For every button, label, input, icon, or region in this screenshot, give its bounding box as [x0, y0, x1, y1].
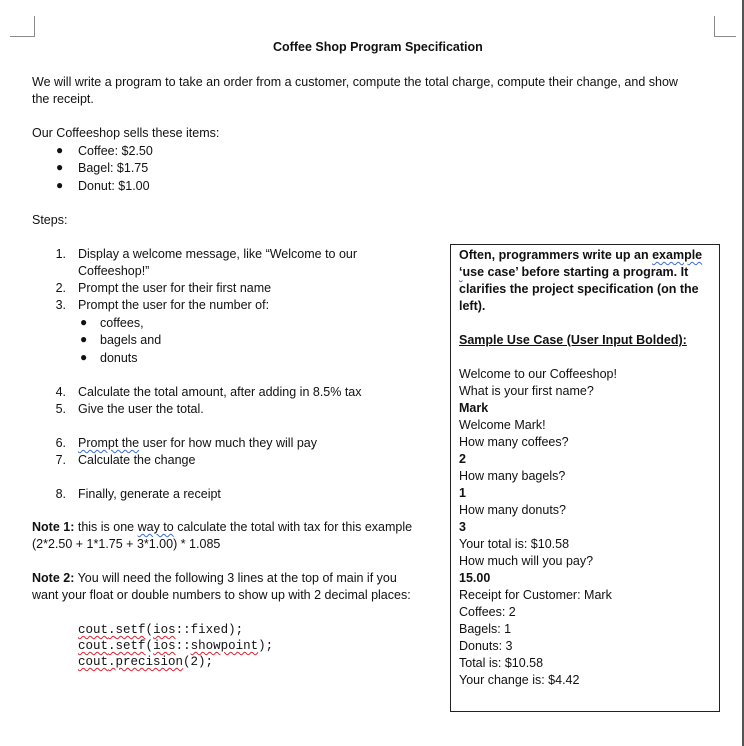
step-number: 6.	[55, 436, 66, 450]
step-number: 8.	[55, 487, 66, 501]
program-output-line: How much will you pay?	[459, 554, 594, 568]
note-1-text-c: calculate the total with tax for this example	[173, 520, 413, 534]
note-2-line-2: want your float or double numbers to show up with 2 decimal places:	[32, 588, 411, 602]
code-token: ios	[153, 623, 176, 637]
user-input-line: 15.00	[459, 571, 491, 585]
program-output-line: How many coffees?	[459, 435, 569, 449]
code-token: precision	[115, 655, 184, 669]
box-intro-text: Often, programmers write up an	[459, 248, 653, 262]
sub-item: donuts	[100, 351, 138, 365]
program-output-line: How many donuts?	[459, 503, 567, 517]
crop-mark-top-left-h	[10, 36, 34, 37]
sample-heading: Sample Use Case (User Input Bolded):	[459, 333, 687, 347]
items-heading: Our Coffeeshop sells these items:	[32, 126, 220, 140]
note-2-text: You will need the following 3 lines at the top of main if you	[74, 571, 397, 585]
note-1-underlined: way to	[137, 520, 174, 534]
box-intro-line-3: clarifies the project specification (on the	[459, 282, 699, 296]
user-input-line: Mark	[459, 401, 489, 415]
step-1-line-2: Coffeeshop!”	[78, 264, 150, 278]
step-6-rest: user for how much they will pay	[139, 436, 317, 450]
code-line-2	[78, 638, 273, 655]
sub-item: coffees,	[100, 316, 144, 330]
step-number: 3.	[55, 298, 66, 312]
program-output-line: Receipt for Customer: Mark	[459, 588, 612, 602]
code-token: .	[108, 639, 116, 653]
code-token: ::	[175, 639, 191, 653]
note-1-line-1	[32, 519, 412, 536]
box-intro-line-2	[459, 264, 688, 281]
program-output-line: Bagels: 1	[459, 622, 512, 636]
note-2-line-1	[32, 570, 397, 587]
step-8: Finally, generate a receipt	[78, 487, 221, 501]
crop-mark-top-right-h	[714, 36, 736, 37]
sub-item: bagels and	[100, 333, 162, 347]
step-6-underlined: Prompt the	[78, 436, 140, 450]
code-token: .	[108, 655, 116, 669]
intro-line-1: We will write a program to take an order from a customer, compute the total charge, compute their change, and show	[32, 75, 678, 89]
code-token: .	[108, 623, 116, 637]
bullet-icon: ●	[56, 178, 64, 192]
user-input-line: 1	[459, 486, 466, 500]
program-output-line: Your total is: $10.58	[459, 537, 570, 551]
program-output-line: Coffees: 2	[459, 605, 516, 619]
code-token: showpoint	[190, 639, 259, 653]
box-intro-text: use case’ before starting a program. It	[462, 265, 689, 279]
bullet-icon: ●	[56, 160, 64, 174]
step-number: 2.	[55, 281, 66, 295]
program-output-line: What is your first name?	[459, 384, 594, 398]
list-item: Bagel: $1.75	[78, 161, 149, 175]
code-token: cout	[78, 639, 109, 653]
code-token: setf	[115, 623, 146, 637]
crop-mark-top-right-v	[714, 16, 715, 37]
user-input-line: 3	[459, 520, 466, 534]
step-4: Calculate the total amount, after adding in 8.5% tax	[78, 385, 362, 399]
step-5: Give the user the total.	[78, 402, 204, 416]
program-output-line: Your change is: $4.42	[459, 673, 580, 687]
step-2: Prompt the user for their first name	[78, 281, 272, 295]
code-token: (	[145, 623, 154, 637]
program-output-line: Welcome Mark!	[459, 418, 546, 432]
bullet-icon: ●	[56, 143, 64, 157]
page-title: Coffee Shop Program Specification	[273, 40, 483, 54]
bullet-icon: ●	[80, 315, 88, 329]
code-token: (	[145, 639, 154, 653]
step-number: 1.	[55, 247, 66, 261]
program-output-line: Donuts: 3	[459, 639, 513, 653]
box-intro-quote: ‘	[459, 265, 463, 279]
code-token: );	[258, 639, 274, 653]
list-item: Coffee: $2.50	[78, 144, 153, 158]
note-1-label: Note 1:	[32, 520, 75, 534]
steps-heading: Steps:	[32, 213, 68, 227]
code-line-1	[78, 622, 243, 639]
code-line-3	[78, 654, 213, 671]
crop-mark-top-left-v	[34, 16, 35, 37]
box-intro-line-4: left).	[459, 299, 486, 313]
list-item: Donut: $1.00	[78, 179, 150, 193]
use-case-box	[450, 244, 720, 712]
program-output-line: Welcome to our Coffeeshop!	[459, 367, 617, 381]
step-number: 5.	[55, 402, 66, 416]
step-6	[78, 435, 317, 452]
bullet-icon: ●	[80, 350, 88, 364]
bullet-icon: ●	[80, 332, 88, 346]
box-intro-underlined: example	[652, 248, 703, 262]
code-token: (2);	[183, 655, 214, 669]
code-token: ios	[153, 639, 176, 653]
intro-line-2: the receipt.	[32, 92, 94, 106]
code-token: ::fixed);	[175, 623, 244, 637]
note-1-line-2: (2*2.50 + 1*1.75 + 3*1.00) * 1.085	[32, 537, 221, 551]
program-output-line: Total is: $10.58	[459, 656, 544, 670]
code-token: setf	[115, 639, 146, 653]
code-token: cout	[78, 623, 109, 637]
step-number: 7.	[55, 453, 66, 467]
program-output-line: How many bagels?	[459, 469, 566, 483]
note-2-label: Note 2:	[32, 571, 75, 585]
step-1-line-1: Display a welcome message, like “Welcome to our	[78, 247, 358, 261]
note-1-text-a: this is one	[74, 520, 138, 534]
step-7: Calculate the change	[78, 453, 196, 467]
code-token: cout	[78, 655, 109, 669]
step-number: 4.	[55, 385, 66, 399]
user-input-line: 2	[459, 452, 466, 466]
box-intro-line-1	[459, 247, 702, 264]
step-3: Prompt the user for the number of:	[78, 298, 270, 312]
